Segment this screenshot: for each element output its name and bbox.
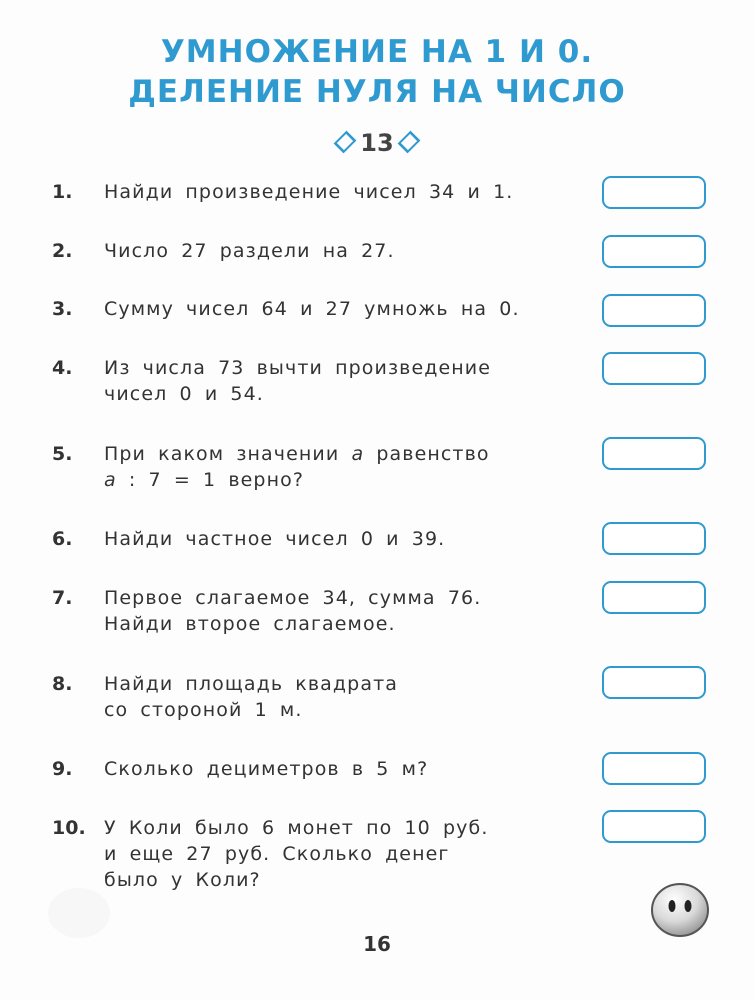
task-text-line: Найди площадь квадрата [104,673,398,695]
variant-label: 13 [360,129,394,157]
task-number: 9. [52,758,73,780]
task-text-line: Найди произведение чисел 34 и 1. [104,181,514,203]
task-text [104,526,574,552]
task-text-line: со стороной 1 м. [104,699,303,721]
task-text [104,756,574,782]
page-number: 16 [363,932,391,956]
task-number: 5. [52,443,73,465]
task-number: 10. [52,817,86,839]
task-number: 3. [52,298,73,320]
task-text [104,238,574,264]
answer-box-9[interactable] [602,752,706,785]
task-text-line: Найди частное чисел 0 и 39. [104,528,446,550]
variable-a: а [104,469,117,491]
diamond-right-icon [397,131,420,154]
task-text-line [104,467,574,493]
task-text-line: У Коли было 6 монет по 10 руб. [104,817,489,839]
task-text-line [104,441,574,467]
task-text [104,441,574,493]
task-text-line: и еще 27 руб. Сколько денег [104,843,450,865]
variant-number [0,128,754,158]
task-number: 7. [52,587,73,609]
task-number: 6. [52,528,73,550]
task-text [104,355,574,407]
answer-box-4[interactable] [602,352,706,385]
task-number: 4. [52,357,73,379]
task-text-line: Число 27 раздели на 27. [104,240,395,262]
answer-box-5[interactable] [602,437,706,470]
task-text-line: Из числа 73 вычти произведение [104,357,492,379]
task-text [104,296,574,322]
task-text [104,179,574,205]
answer-box-8[interactable] [602,666,706,699]
answer-box-1[interactable] [602,176,706,209]
page-title-line1: УМНОЖЕНИЕ НА 1 И 0. [160,34,594,70]
faded-mascot-icon [48,888,110,938]
task-text-line: Найди второе слагаемое. [104,613,396,635]
smiley-face-icon [650,882,710,938]
task-text-line: Первое слагаемое 34, сумма 76. [104,587,482,609]
variable-a: а [351,443,365,465]
task-text-line: Сколько дециметров в 5 м? [104,758,429,780]
diamond-left-icon [334,131,357,154]
page-title-line2: ДЕЛЕНИЕ НУЛЯ НА ЧИСЛО [128,74,626,110]
task-text-segment: При каком значении [104,443,352,465]
answer-box-10[interactable] [602,810,706,843]
task-text-line: было у Коли? [104,869,261,891]
task-number: 1. [52,181,73,203]
task-text-line: Сумму чисел 64 и 27 умножь на 0. [104,298,520,320]
answer-box-7[interactable] [602,581,706,614]
task-text-segment: равенство [364,443,490,465]
answer-box-2[interactable] [602,235,706,268]
task-text-segment: : 7 = 1 верно? [116,469,305,491]
task-text [104,671,574,723]
task-text [104,815,574,893]
task-text [104,585,574,637]
task-number: 2. [52,240,73,262]
answer-box-3[interactable] [602,294,706,327]
task-text-line: чисел 0 и 54. [104,383,264,405]
answer-box-6[interactable] [602,522,706,555]
task-number: 8. [52,673,73,695]
